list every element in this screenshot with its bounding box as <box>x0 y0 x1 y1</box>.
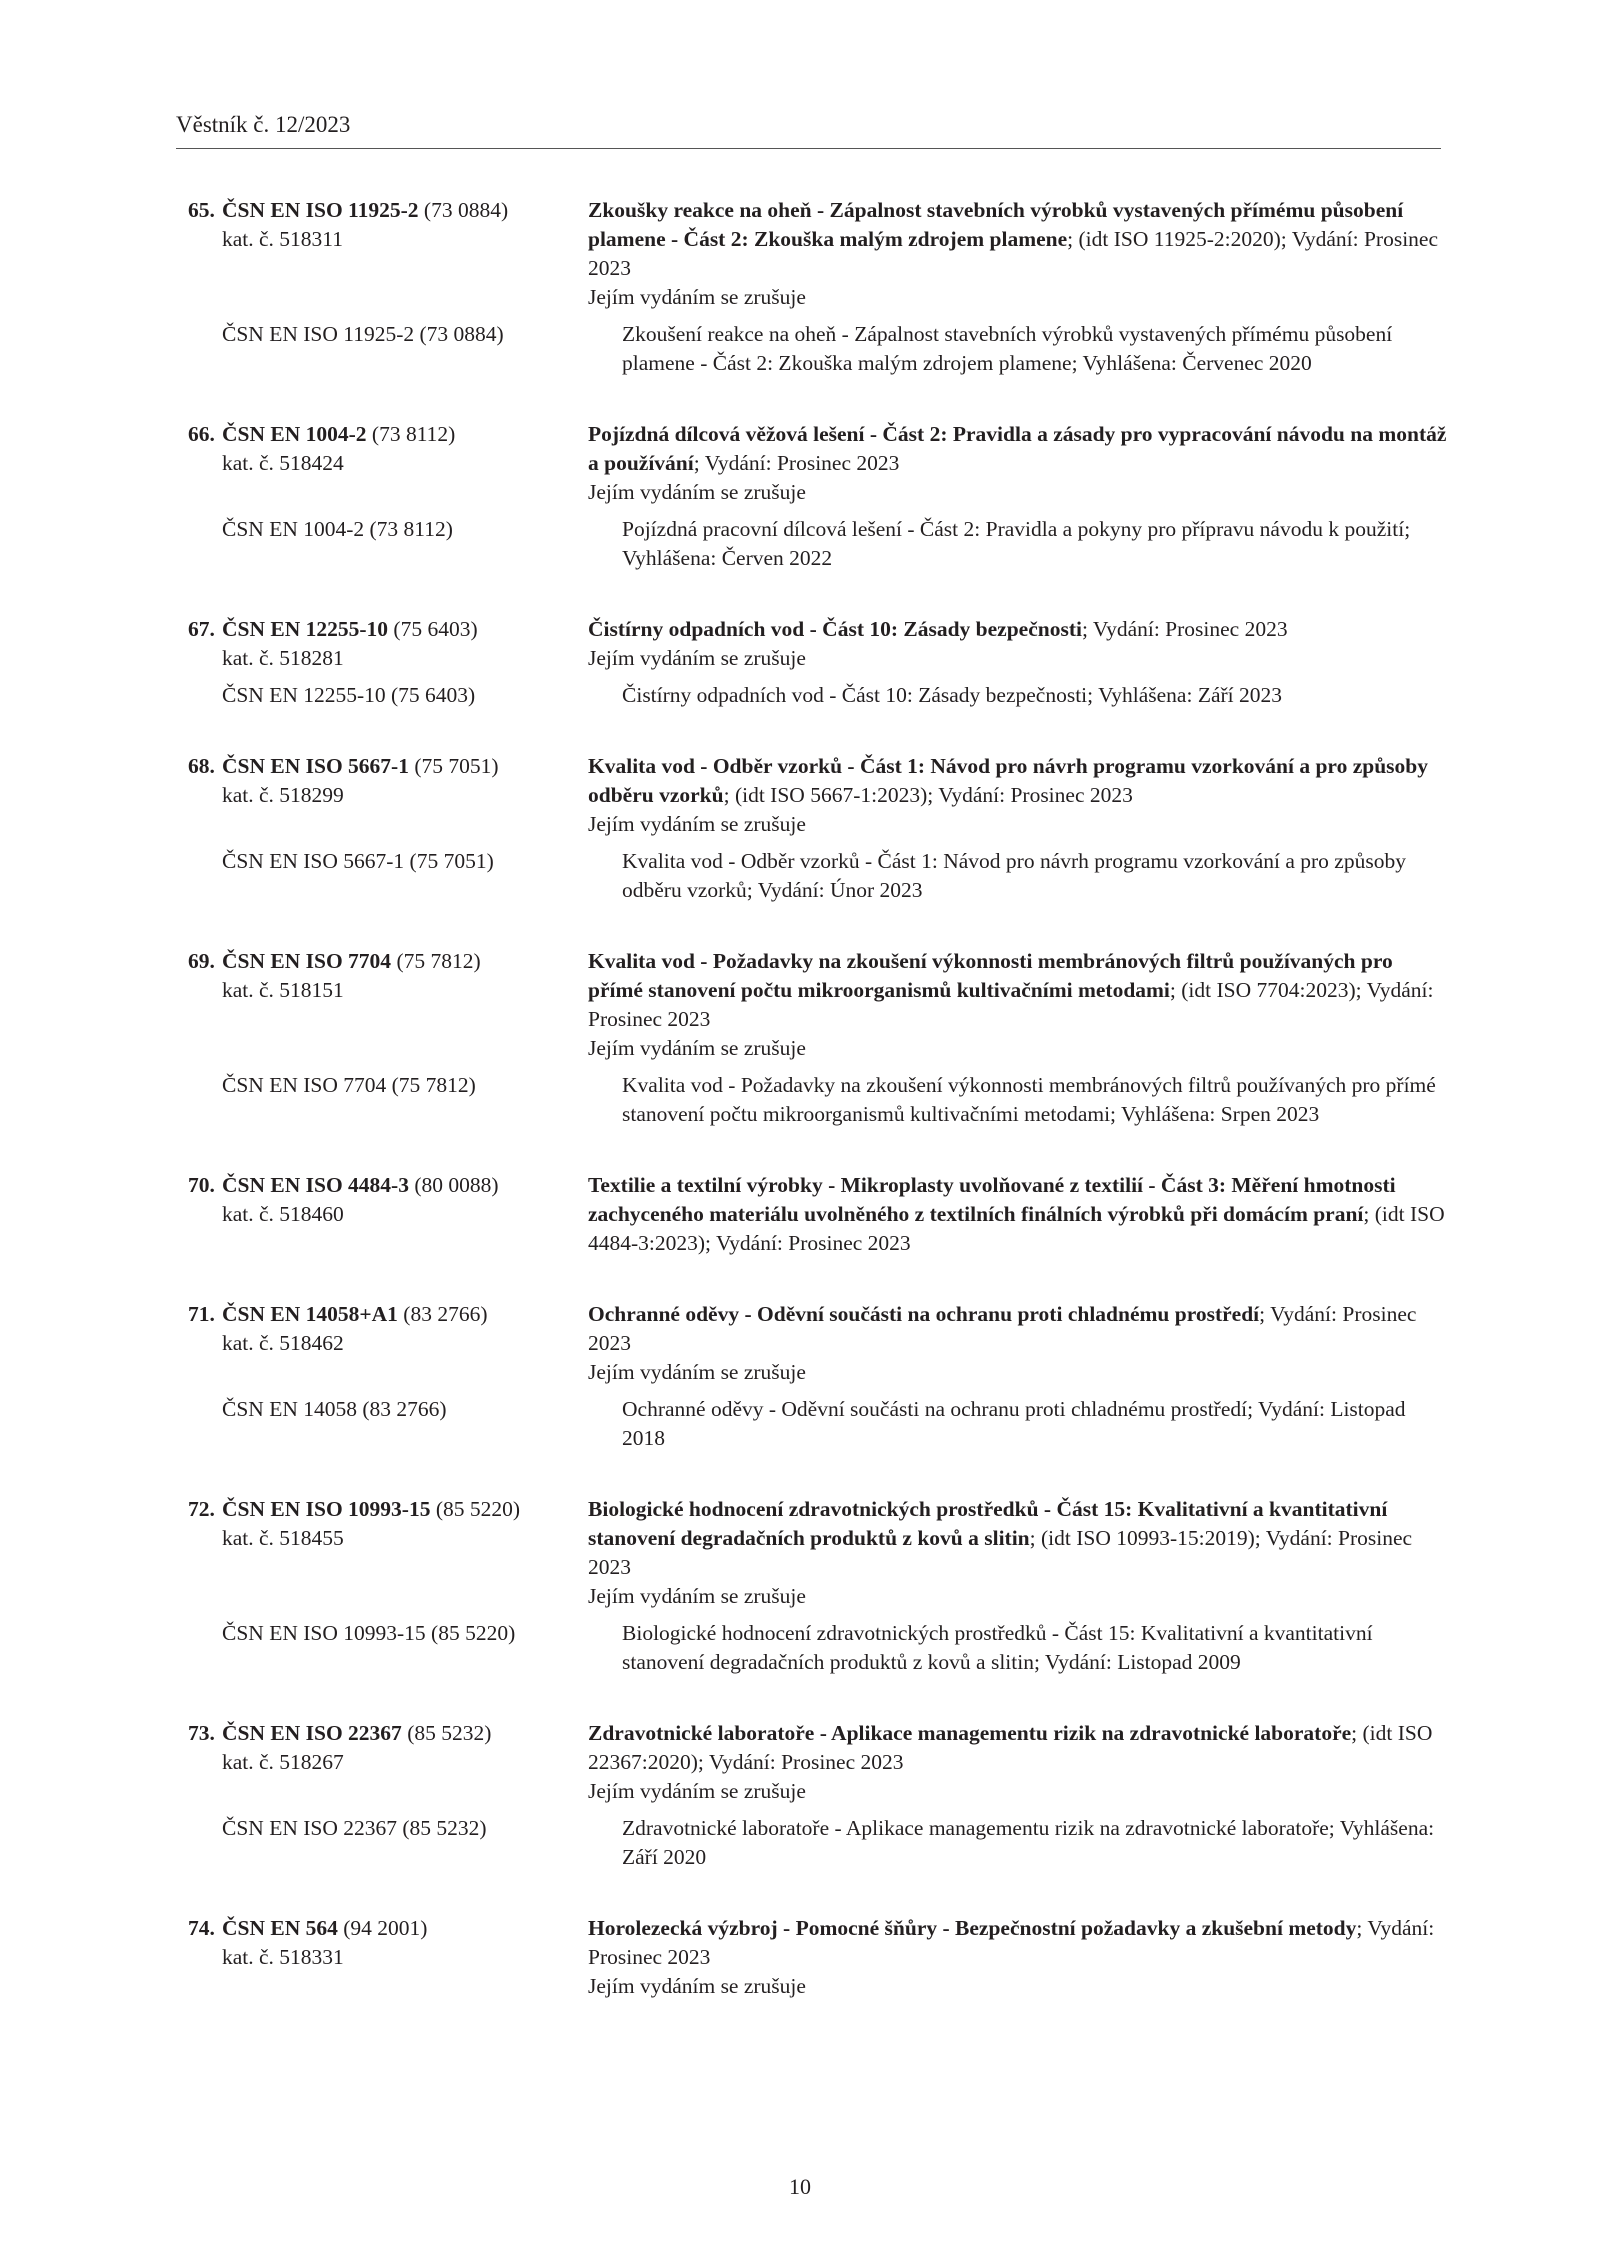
standard-code: ČSN EN ISO 11925-2 <box>222 198 419 222</box>
catalog-number: kat. č. 518460 <box>222 1202 344 1226</box>
entry-number: 65. <box>188 198 215 222</box>
entry-description <box>588 1914 1448 2001</box>
entry-number: 69. <box>188 949 215 973</box>
standard-details: ; (idt ISO 10993-15:2019); Vydání: Prosinec 2023 <box>588 1526 1413 1579</box>
entry-code-line <box>188 1495 588 1524</box>
superseded-description: Zdravotnické laboratoře - Aplikace managementu rizik na zdravotnické laboratoře; Vyhlášena: Září 2020 <box>622 1816 1435 1869</box>
entry-description <box>588 196 1448 312</box>
entry-title-line <box>588 420 1448 478</box>
entry-title-line <box>588 752 1448 810</box>
entry-identifier <box>188 1495 588 1611</box>
entry-main-row <box>188 1171 1448 1258</box>
entry-main-row <box>188 1719 1448 1806</box>
entry-main-row <box>188 1914 1448 2001</box>
standard-code: ČSN EN 14058+A1 <box>222 1302 398 1326</box>
classification-code: (73 8112) <box>366 422 456 446</box>
entry-description <box>588 1719 1448 1806</box>
standard-details: ; Vydání: Prosinec 2023 <box>1081 617 1288 641</box>
superseded-description: Pojízdná pracovní dílcová lešení - Část 2: Pravidla a pokyny pro přípravu návodu k použití; Vyhlášena: Červen 2022 <box>622 517 1411 570</box>
supersede-note: Jejím vydáním se zrušuje <box>588 480 806 504</box>
entry-identifier <box>188 615 588 673</box>
standard-title: Čistírny odpadních vod - Část 10: Zásady bezpečnosti <box>588 617 1082 641</box>
superseded-description: Kvalita vod - Odběr vzorků - Část 1: Návod pro návrh programu vzorkování a pro způsoby odběru vzorků; Vydání: Únor 2023 <box>622 849 1406 902</box>
entry-main-row <box>188 420 1448 507</box>
entry-identifier <box>188 1914 588 2001</box>
entry-title-line <box>588 1300 1448 1358</box>
classification-code: (73 0884) <box>418 198 509 222</box>
entry-code-line <box>188 947 588 976</box>
standard-entry <box>188 947 1448 1129</box>
superseded-description: Kvalita vod - Požadavky na zkoušení výkonnosti membránových filtrů používaných pro přímé stanovení počtu mikroorganismů kultivačními metodami; Vyhlášena: Srpen 2023 <box>622 1073 1436 1126</box>
superseded-code: ČSN EN 12255-10 (75 6403) <box>222 683 476 707</box>
standard-entry <box>188 615 1448 710</box>
standard-entry <box>188 420 1448 573</box>
standards-list <box>188 196 1448 2043</box>
superseded-code: ČSN EN 14058 (83 2766) <box>222 1397 447 1421</box>
catalog-number: kat. č. 518424 <box>222 451 344 475</box>
superseded-row <box>188 1619 1448 1677</box>
superseded-description: Biologické hodnocení zdravotnických prostředků - Část 15: Kvalitativní a kvantitativní stanovení degradačních produktů z kovů a slitin; Vydání: Listopad 2009 <box>622 1621 1373 1674</box>
standard-code: ČSN EN 12255-10 <box>222 617 389 641</box>
entry-main-row <box>188 947 1448 1063</box>
entry-identifier <box>188 1171 588 1258</box>
superseded-code: ČSN EN ISO 11925-2 (73 0884) <box>222 322 504 346</box>
entry-identifier <box>188 947 588 1063</box>
entry-description <box>588 1300 1448 1387</box>
standard-code: ČSN EN ISO 7704 <box>222 949 392 973</box>
entry-description <box>588 615 1448 673</box>
classification-code: (85 5220) <box>430 1497 521 1521</box>
catalog-number: kat. č. 518455 <box>222 1526 344 1550</box>
entry-identifier <box>188 1719 588 1806</box>
standard-code: ČSN EN ISO 10993-15 <box>222 1497 431 1521</box>
standard-title: Textilie a textilní výrobky - Mikroplasty uvolňované z textilií - Část 3: Měření hmotnosti zachyceného materiálu uvolněného z textilních finálních výrobků při domácím praní <box>588 1173 1396 1226</box>
superseded-code: ČSN EN ISO 22367 (85 5232) <box>222 1816 487 1840</box>
entry-main-row <box>188 196 1448 312</box>
superseded-code: ČSN EN ISO 10993-15 (85 5220) <box>222 1621 516 1645</box>
superseded-description: Zkoušení reakce na oheň - Zápalnost stavebních výrobků vystavených přímému působení plamene - Část 2: Zkouška malým zdrojem plamene; Vyhlášena: Červenec 2020 <box>622 322 1393 375</box>
entry-number: 71. <box>188 1302 215 1326</box>
entry-number: 67. <box>188 617 215 641</box>
standard-code: ČSN EN ISO 22367 <box>222 1721 402 1745</box>
superseded-description: Čistírny odpadních vod - Část 10: Zásady bezpečnosti; Vyhlášena: Září 2023 <box>622 683 1283 707</box>
classification-code: (83 2766) <box>397 1302 488 1326</box>
standard-details: ; (idt ISO 5667-1:2023); Vydání: Prosinec 2023 <box>723 783 1133 807</box>
superseded-row <box>188 847 1448 905</box>
superseded-code: ČSN EN 1004-2 (73 8112) <box>222 517 453 541</box>
standard-entry <box>188 1495 1448 1677</box>
catalog-number: kat. č. 518151 <box>222 978 344 1002</box>
entry-code-line <box>188 420 588 449</box>
supersede-note: Jejím vydáním se zrušuje <box>588 812 806 836</box>
standard-details: ; (idt ISO 4484-3:2023); Vydání: Prosinec 2023 <box>588 1202 1445 1255</box>
catalog-number: kat. č. 518462 <box>222 1331 344 1355</box>
standard-title: Zkoušky reakce na oheň - Zápalnost stavebních výrobků vystavených přímému působení plamene - Část 2: Zkouška malým zdrojem plamene <box>588 198 1404 251</box>
supersede-note: Jejím vydáním se zrušuje <box>588 1974 806 1998</box>
standard-details: ; (idt ISO 7704:2023); Vydání: Prosinec 2023 <box>588 978 1434 1031</box>
entry-code-line <box>188 752 588 781</box>
entry-identifier <box>188 420 588 507</box>
entry-title-line <box>588 615 1448 644</box>
page-number: 10 <box>789 2174 811 2199</box>
entry-number: 72. <box>188 1497 215 1521</box>
standard-details: ; Vydání: Prosinec 2023 <box>588 1302 1417 1355</box>
standard-title: Horolezecká výzbroj - Pomocné šňůry - Bezpečnostní požadavky a zkušební metody <box>588 1916 1357 1940</box>
catalog-number: kat. č. 518281 <box>222 646 344 670</box>
standard-title: Kvalita vod - Odběr vzorků - Část 1: Návod pro návrh programu vzorkování a pro způsoby odběru vzorků <box>588 754 1428 807</box>
entry-number: 66. <box>188 422 215 446</box>
supersede-note: Jejím vydáním se zrušuje <box>588 1360 806 1384</box>
superseded-code: ČSN EN ISO 7704 (75 7812) <box>222 1073 476 1097</box>
entry-title-line <box>588 1719 1448 1777</box>
standard-details: ; Vydání: Prosinec 2023 <box>588 1916 1435 1969</box>
entry-number: 74. <box>188 1916 215 1940</box>
supersede-note: Jejím vydáním se zrušuje <box>588 285 806 309</box>
catalog-number: kat. č. 518331 <box>222 1945 344 1969</box>
entry-description <box>588 420 1448 507</box>
entry-code-line <box>188 1719 588 1748</box>
bulletin-title: Věstník č. 12/2023 <box>176 112 351 137</box>
entry-description <box>588 947 1448 1063</box>
entry-main-row <box>188 752 1448 839</box>
standard-code: ČSN EN 564 <box>222 1916 338 1940</box>
catalog-number: kat. č. 518267 <box>222 1750 344 1774</box>
entry-code-line <box>188 1914 588 1943</box>
classification-code: (85 5232) <box>401 1721 492 1745</box>
entry-main-row <box>188 1495 1448 1611</box>
entry-identifier <box>188 1300 588 1387</box>
superseded-description: Ochranné oděvy - Oděvní součásti na ochranu proti chladnému prostředí; Vydání: Listopad 2018 <box>622 1397 1406 1450</box>
supersede-note: Jejím vydáním se zrušuje <box>588 646 806 670</box>
entry-main-row <box>188 1300 1448 1387</box>
entry-code-line <box>188 615 588 644</box>
entry-title-line <box>588 1495 1448 1582</box>
standard-entry <box>188 1300 1448 1453</box>
superseded-code: ČSN EN ISO 5667-1 (75 7051) <box>222 849 494 873</box>
classification-code: (94 2001) <box>337 1916 428 1940</box>
superseded-row <box>188 681 1448 710</box>
superseded-row <box>188 1814 1448 1872</box>
standard-title: Ochranné oděvy - Oděvní součásti na ochranu proti chladnému prostředí <box>588 1302 1260 1326</box>
entry-title-line <box>588 1914 1448 1972</box>
standard-title: Kvalita vod - Požadavky na zkoušení výkonnosti membránových filtrů používaných pro přímé stanovení počtu mikroorganismů kultivačními metodami <box>588 949 1393 1002</box>
standard-code: ČSN EN ISO 5667-1 <box>222 754 409 778</box>
entry-number: 68. <box>188 754 215 778</box>
entry-code-line <box>188 1300 588 1329</box>
standard-entry <box>188 1914 1448 2001</box>
supersede-note: Jejím vydáním se zrušuje <box>588 1779 806 1803</box>
standard-details: ; (idt ISO 22367:2020); Vydání: Prosinec 2023 <box>588 1721 1433 1774</box>
entry-number: 73. <box>188 1721 215 1745</box>
supersede-note: Jejím vydáním se zrušuje <box>588 1584 806 1608</box>
entry-description <box>588 752 1448 839</box>
catalog-number: kat. č. 518311 <box>222 227 344 251</box>
standard-entry <box>188 752 1448 905</box>
superseded-row <box>188 1071 1448 1129</box>
standard-code: ČSN EN 1004-2 <box>222 422 367 446</box>
classification-code: (75 7051) <box>408 754 499 778</box>
superseded-row <box>188 320 1448 378</box>
classification-code: (80 0088) <box>408 1173 499 1197</box>
entry-description <box>588 1171 1448 1258</box>
entry-code-line <box>188 196 588 225</box>
superseded-row <box>188 1395 1448 1453</box>
entry-title-line <box>588 196 1448 283</box>
superseded-row <box>188 515 1448 573</box>
catalog-number: kat. č. 518299 <box>222 783 344 807</box>
entry-main-row <box>188 615 1448 673</box>
standard-entry <box>188 1171 1448 1258</box>
entry-title-line <box>588 1171 1448 1258</box>
supersede-note: Jejím vydáním se zrušuje <box>588 1036 806 1060</box>
entry-description <box>588 1495 1448 1611</box>
entry-identifier <box>188 196 588 312</box>
standard-details: ; Vydání: Prosinec 2023 <box>693 451 900 475</box>
standard-title: Pojízdná dílcová věžová lešení - Část 2: Pravidla a zásady pro vypracování návodu na montáž a používání <box>588 422 1447 475</box>
classification-code: (75 6403) <box>388 617 478 641</box>
entry-code-line <box>188 1171 588 1200</box>
standard-title: Biologické hodnocení zdravotnických prostředků - Část 15: Kvalitativní a kvantitativní stanovení degradačních produktů z kovů a slitin <box>588 1497 1388 1550</box>
standard-code: ČSN EN ISO 4484-3 <box>222 1173 409 1197</box>
entry-number: 70. <box>188 1173 215 1197</box>
entry-identifier <box>188 752 588 839</box>
standard-entry <box>188 196 1448 378</box>
page-header <box>176 110 1441 149</box>
classification-code: (75 7812) <box>391 949 481 973</box>
standard-title: Zdravotnické laboratoře - Aplikace managementu rizik na zdravotnické laboratoře <box>588 1721 1352 1745</box>
standard-entry <box>188 1719 1448 1872</box>
standard-details: ; (idt ISO 11925-2:2020); Vydání: Prosinec 2023 <box>588 227 1439 280</box>
entry-title-line <box>588 947 1448 1034</box>
